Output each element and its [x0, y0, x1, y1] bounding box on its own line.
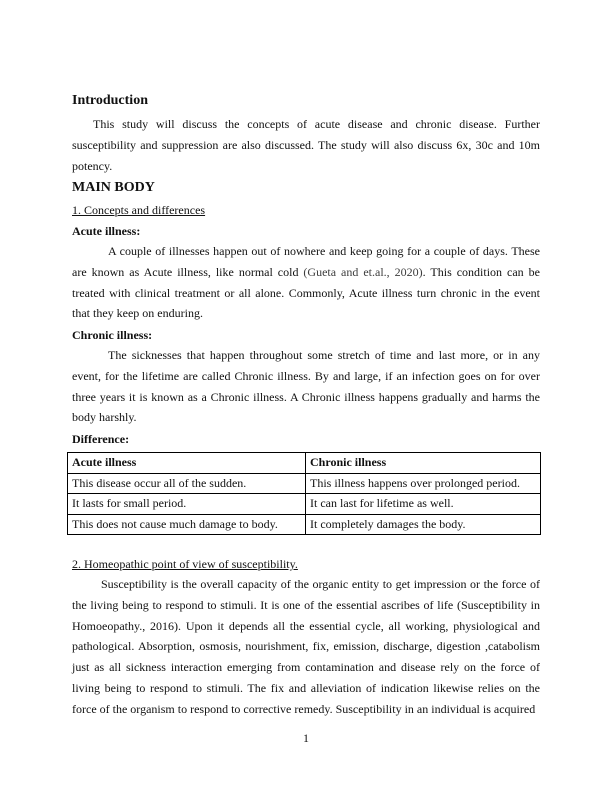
acute-text-part1: A couple of illnesses happen out of nowhere and keep going for a couple of days. These are known as Acute illness, like normal cold — [72, 244, 540, 279]
section1-heading: 1. Concepts and differences — [72, 203, 206, 217]
section2-heading: 2. Homeopathic point of view of susceptibility. — [72, 557, 298, 571]
table-cell: This disease occur all of the sudden. — [68, 473, 306, 494]
acute-illness-paragraph — [72, 241, 540, 324]
acute-illness-heading: Acute illness: — [72, 224, 141, 238]
table-cell: This does not cause much damage to body. — [68, 514, 306, 535]
acute-citation: (Gueta and et.al., 2020) — [303, 264, 423, 279]
table-row — [68, 473, 541, 494]
introduction-paragraph: This study will discuss the concepts of acute disease and chronic disease. Further susceptibility and suppression are also discussed. The study will also discuss 6x, 30c and 10m potency. — [72, 117, 540, 173]
page-number: 1 — [303, 731, 309, 745]
table-cell: It lasts for small period. — [68, 494, 306, 515]
difference-heading: Difference: — [72, 432, 130, 446]
table-row — [68, 514, 541, 535]
difference-table — [67, 452, 541, 535]
table-cell: It completely damages the body. — [306, 514, 541, 535]
chronic-illness-heading: Chronic illness: — [72, 328, 153, 342]
main-body-heading: MAIN BODY — [72, 180, 155, 195]
susceptibility-paragraph: Susceptibility is the overall capacity of the organic entity to get impression or the force of the living being to respond to stimuli. It is one of the essential ascribes of life (Susceptibility in Homoeopathy., 2016). Upon it depends all the essential cycle, all working, physiological and pathological. Absorption, osmosis, nourishment, fix, emission, discharge, digestion ,catabolism just as all sickness interaction emerging from contamination and disease rely on the force of living being to respond to stimuli. The fix and alleviation of indication likewise relies on the force of the organism to respond to corrective remedy. Susceptibility in an individual is acquired — [72, 577, 540, 716]
table-header-cell: Acute illness — [68, 453, 306, 474]
table-header-cell: Chronic illness — [306, 453, 541, 474]
table-cell: This illness happens over prolonged period. — [306, 473, 541, 494]
table-header-row — [68, 453, 541, 474]
introduction-heading: Introduction — [72, 93, 148, 108]
acute-text-part2: . This condition can be treated with clinical treatment or all alone. Commonly, Acute illness turn chronic in the event that they keep on enduring. — [72, 264, 540, 321]
table-cell: It can last for lifetime as well. — [306, 494, 541, 515]
chronic-illness-paragraph: The sicknesses that happen throughout some stretch of time and last more, or in any event, for the lifetime are called Chronic illness. By and large, if an infection goes on for over three years it is known as a Chronic illness. A Chronic illness happens gradually and harms the body harshly. — [72, 348, 540, 425]
table-row — [68, 494, 541, 515]
